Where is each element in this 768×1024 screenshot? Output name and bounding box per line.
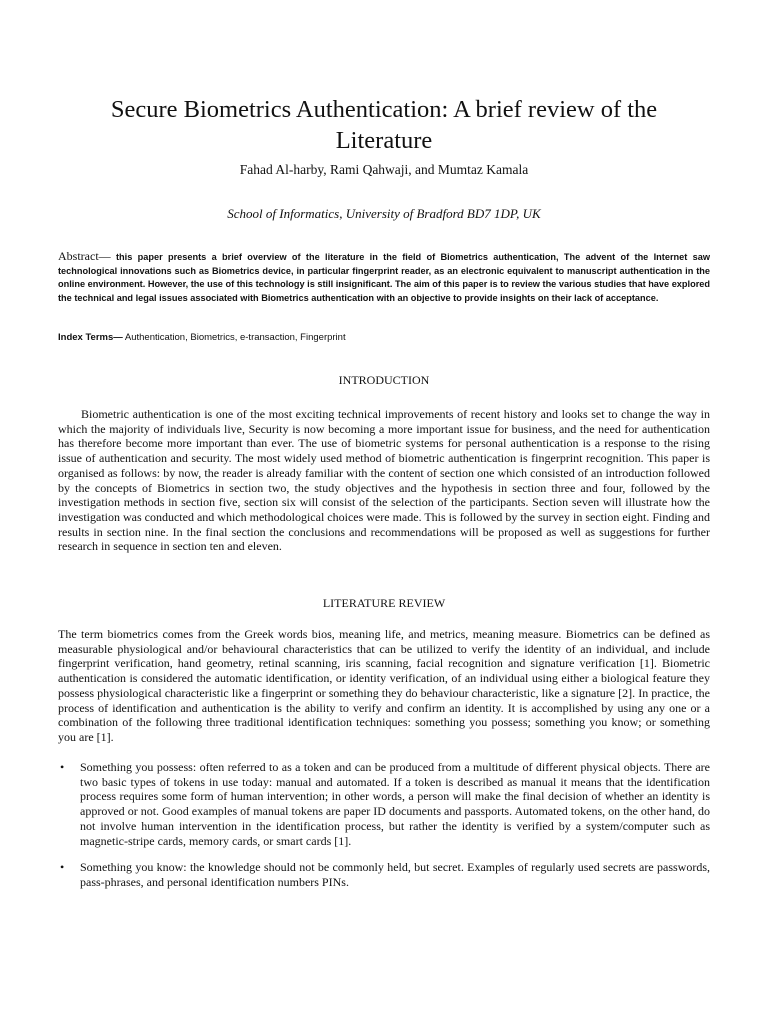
list-item: [58, 860, 710, 889]
list-item: [58, 760, 710, 848]
bullet-icon: •: [60, 860, 65, 875]
literature-review-paragraph: The term biometrics comes from the Greek words bios, meaning life, and metrics, meaning measure. Biometrics can be defined as measurable physiological and/or behavioural characteristics that can be utilized to verify the identity of an individual, and include fingerprint verification, hand geometry, retinal scanning, iris scanning, facial recognition and signature verification [1]. Biometric authentication is considered the automatic identification, or identity verification, of an individual using either a biological feature they possess physiological characteristic like a fingerprint or something they do behaviour characteristic, like a signature [2]. In practice, the process of identification and authentication is the ability to verify and confirm an identity. It is accomplished by using any one or a combination of the following three traditional identification techniques: something you possess; something you know; or something you are [1].: [58, 627, 710, 744]
paper-title: Secure Biometrics Authentication: A brief review of the Literature: [110, 96, 658, 155]
bullet-icon: •: [60, 760, 65, 774]
paper-affiliation: School of Informatics, University of Bradford BD7 1DP, UK: [227, 206, 541, 221]
paper-authors: Fahad Al-harby, Rami Qahwaji, and Mumtaz Kamala: [239, 162, 529, 177]
abstract: [58, 250, 710, 305]
identification-techniques-list: [58, 760, 710, 890]
introduction-paragraph: Biometric authentication is one of the most exciting technical improvements of recent history and looks set to change the way in which the majority of individuals live, Security is now becoming a more important issue for business, and the need for authentication has therefore become more important than ever. The use of biometric systems for personal authentication is a response to the rising issue of authentication and security. The most widely used method of biometric authentication is fingerprint recognition. This paper is organised as follows: by now, the reader is already familiar with the content of section one which consisted of an introduction followed by the concepts of Biometrics in section two, the study objectives and the hypothesis in section three and four, followed by the investigation methods in section five, section six will consist of the selection of the participants. Section seven will illustrate how the investigation was conducted and which methodological choices were made. This is followed by the survey in section eight. Finding and results in section nine. In the final section the conclusions and recommendations will be proposed as well as suggestions for further research in sequence in section ten and eleven.: [58, 407, 710, 554]
list-item-text: Something you know: the knowledge should not be commonly held, but secret. Examples of regularly used secrets are passwords, pass-phrases, and personal identification numbers PINs.: [80, 860, 710, 889]
list-item-text: Something you possess: often referred to as a token and can be produced from a multitude of different physical objects. There are two basic types of tokens in use today: manual and automated. If a token is described as manual it means that the identification process requires some form of human intervention; in other words, a person will make the final decision of whether an identity is approved or not. Good examples of manual tokens are paper ID documents and passports. Automated tokens, on the other hand, do not involve human intervention in the identification process, but rather the identity is verified by a system/computer such as magnetic-stripe cards, memory cards, or smart cards [1].: [80, 760, 710, 848]
abstract-text: this paper presents a brief overview of the literature in the field of Biometrics authentication, The advent of the Internet saw technological innovations such as Biometrics device, in particular fingerprint reader, as an electronic equivalent to manuscript authentication in the online environment. However, the use of this technology is still insignificant. The aim of this paper is to review the various studies that have explored the technical and legal issues associated with Biometrics authentication with an objective to provide insights on their lack of acceptance.: [58, 252, 710, 303]
index-terms-text: Authentication, Biometrics, e-transaction, Fingerprint: [122, 332, 346, 343]
introduction-heading: INTRODUCTION: [338, 373, 430, 387]
literature-review-heading: LITERATURE REVIEW: [322, 596, 446, 610]
index-terms: [58, 332, 710, 343]
index-terms-label: Index Terms—: [58, 332, 123, 343]
abstract-label: Abstract—: [58, 249, 111, 263]
